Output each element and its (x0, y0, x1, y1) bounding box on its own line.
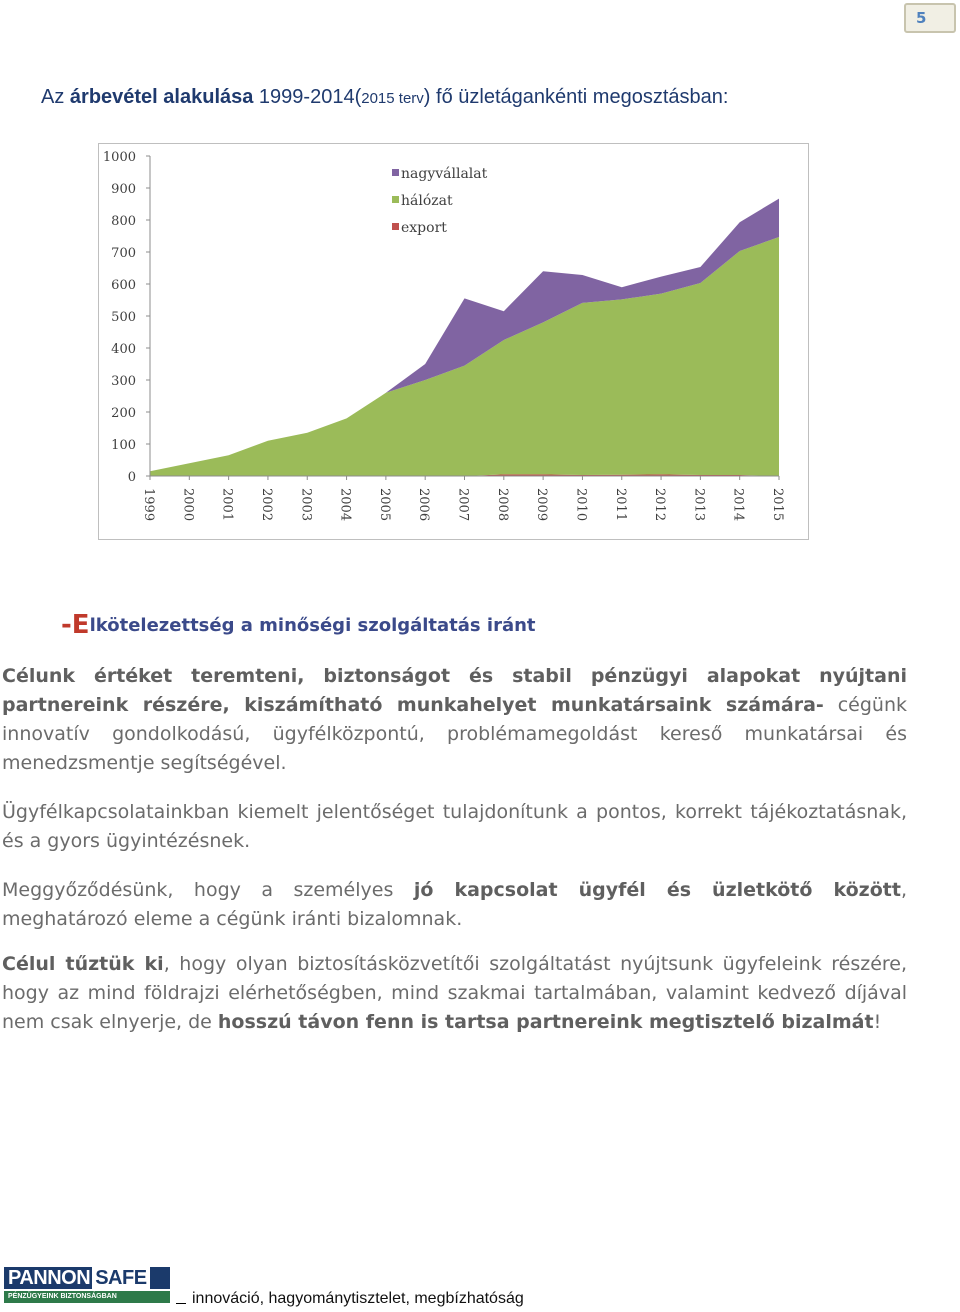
y-tick-label: 700 (111, 246, 136, 261)
chart-heading: Az árbevétel alakulása 1999-2014(2015 terv) fő üzletágankénti megosztásban: (41, 86, 729, 108)
y-tick-label: 300 (111, 374, 136, 389)
x-tick-label: 2011 (612, 488, 628, 522)
revenue-chart (98, 143, 809, 540)
x-tick-label: 2015 (770, 488, 785, 522)
x-tick-label: 1999 (141, 488, 156, 522)
section-title: -Elkötelezettség a minőségi szolgáltatás iránt (61, 610, 536, 640)
legend-label-hálózat: hálózat (401, 193, 453, 209)
x-tick-label: 2008 (494, 488, 510, 522)
x-tick-label: 2010 (573, 488, 589, 522)
x-tick-label: 2001 (219, 488, 235, 522)
x-tick-label: 2006 (416, 488, 432, 522)
x-tick-label: 2007 (455, 488, 471, 522)
y-tick-label: 200 (111, 406, 136, 421)
y-tick-label: 500 (111, 310, 136, 325)
y-tick-label: 0 (127, 470, 136, 485)
legend-swatch-nagyvállalat (392, 169, 399, 176)
company-logo (4, 1267, 170, 1307)
x-tick-label: 2012 (652, 488, 668, 522)
y-tick-label: 800 (111, 214, 136, 229)
footer-tagline: innováció, hagyománytisztelet, megbízhatóság (192, 1290, 524, 1307)
x-tick-label: 2005 (376, 488, 392, 522)
x-tick-label: 2014 (730, 488, 746, 522)
y-tick-label: 1000 (102, 150, 136, 165)
y-tick-label: 600 (111, 278, 136, 293)
logo-wordmark: PANNON SAFE (4, 1267, 170, 1289)
legend-label-export: export (401, 220, 447, 236)
x-tick-label: 2003 (298, 488, 314, 522)
paragraph-objective: Célul tűztük ki, hogy olyan biztosításközvetítői szolgáltatást nyújtsunk ügyfeleink részére, hogy az mind földrajzi elérhetőségben, mind szakmai tartalmában, valamint kedvező díjával nem csak elnyerje, de hosszú távon fenn is tartsa partnereink megtisztelő bizalmát! (2, 953, 908, 1033)
y-tick-label: 900 (111, 182, 136, 197)
x-tick-label: 2002 (258, 488, 274, 522)
x-tick-label: 2013 (691, 488, 707, 522)
footer-dash (176, 1303, 186, 1304)
y-tick-label: 400 (111, 342, 136, 357)
legend-swatch-export (392, 223, 399, 230)
x-tick-label: 2000 (180, 488, 196, 522)
x-tick-label: 2004 (337, 488, 353, 522)
revenue-area-chart (99, 144, 810, 541)
paragraph-conviction: Meggyőződésünk, hogy a személyes jó kapcsolat ügyfél és üzletkötő között, meghatározó eleme a cégünk iránti bizalomnak. (2, 879, 907, 930)
paragraph-goal: Célunk értéket teremteni, biztonságot és stabil pénzügyi alapokat nyújtani partnereink részére, kiszámítható munkahelyet munkatársaink számára- cégünk innovatív gondolkodású, ügyfélközpontú, problémamegoldást kereső munkatársai és menedzsmentje segítségével. (2, 665, 907, 774)
page-number: 5 (904, 3, 956, 33)
paragraph-client-relations: Ügyfélkapcsolatainkban kiemelt jelentőséget tulajdonítunk a pontos, korrekt tájékoztatásnak, és a gyors ügyintézésnek. (2, 801, 907, 852)
legend-swatch-hálózat (392, 196, 399, 203)
logo-slogan: PÉNZÜGYEINK BIZTONSÁGBAN (4, 1291, 170, 1303)
legend-label-nagyvállalat: nagyvállalat (401, 166, 488, 182)
y-tick-label: 100 (111, 438, 136, 453)
x-tick-label: 2009 (534, 488, 550, 522)
